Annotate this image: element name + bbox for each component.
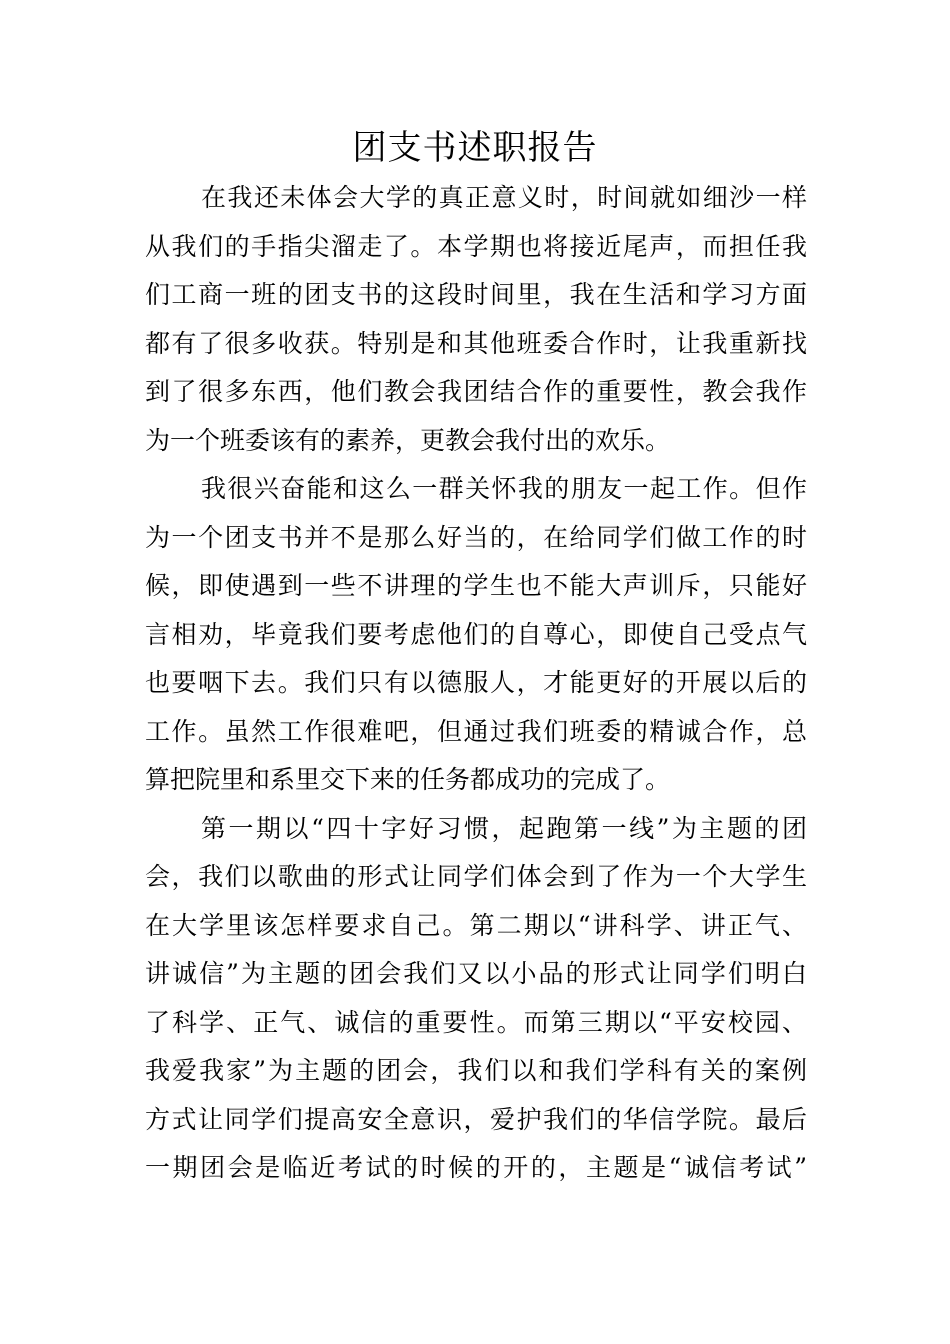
text-line: 了科学、正气、诚信的重要性。而第三期以“平安校园、 <box>145 1007 807 1037</box>
text-line: 方式让同学们提高安全意识，爱护我们的华信学院。最后 <box>145 1104 807 1134</box>
paragraph <box>145 178 807 469</box>
text-line: 讲诚信”为主题的团会我们又以小品的形式让同学们明白 <box>145 959 807 988</box>
text-line: 第一期以“四十字好习惯，起跑第一线”为主题的团 <box>201 813 807 843</box>
text-line: 都有了很多收获。特别是和其他班委合作时，让我重新找 <box>145 328 807 358</box>
text-line: 候，即使遇到一些不讲理的学生也不能大声训斥，只能好 <box>145 571 807 600</box>
paragraph <box>145 809 807 1197</box>
text-line: 一期团会是临近考试的时候的开的，主题是“诚信考试” <box>145 1153 807 1182</box>
text-line: 从我们的手指尖溜走了。本学期也将接近尾声，而担任我 <box>145 231 807 261</box>
text-line: 在大学里该怎样要求自己。第二期以“讲科学、讲正气、 <box>145 910 807 940</box>
text-line: 算把院里和系里交下来的任务都成功的完成了。 <box>145 765 671 794</box>
text-line: 为一个团支书并不是那么好当的，在给同学们做工作的时 <box>145 522 807 552</box>
text-line: 言相劝，毕竟我们要考虑他们的自尊心，即使自己受点气 <box>145 619 807 649</box>
document-body <box>145 178 807 1197</box>
text-line: 们工商一班的团支书的这段时间里，我在生活和学习方面 <box>145 280 807 309</box>
paragraph <box>145 469 807 809</box>
text-line: 工作。虽然工作很难吧，但通过我们班委的精诚合作，总 <box>145 716 807 746</box>
text-line: 到了很多东西，他们教会我团结合作的重要性，教会我作 <box>145 377 807 406</box>
text-line: 为一个班委该有的素养，更教会我付出的欢乐。 <box>145 425 671 455</box>
text-line: 也要咽下去。我们只有以德服人，才能更好的开展以后的 <box>145 668 807 697</box>
text-line: 我很兴奋能和这么一群关怀我的朋友一起工作。但作 <box>201 474 807 503</box>
text-line: 会，我们以歌曲的形式让同学们体会到了作为一个大学生 <box>145 862 807 891</box>
text-line: 我爱我家”为主题的团会，我们以和我们学科有关的案例 <box>145 1056 807 1085</box>
document-title: 团支书述职报告 <box>352 128 598 168</box>
text-line: 在我还未体会大学的真正意义时，时间就如细沙一样 <box>201 183 807 212</box>
